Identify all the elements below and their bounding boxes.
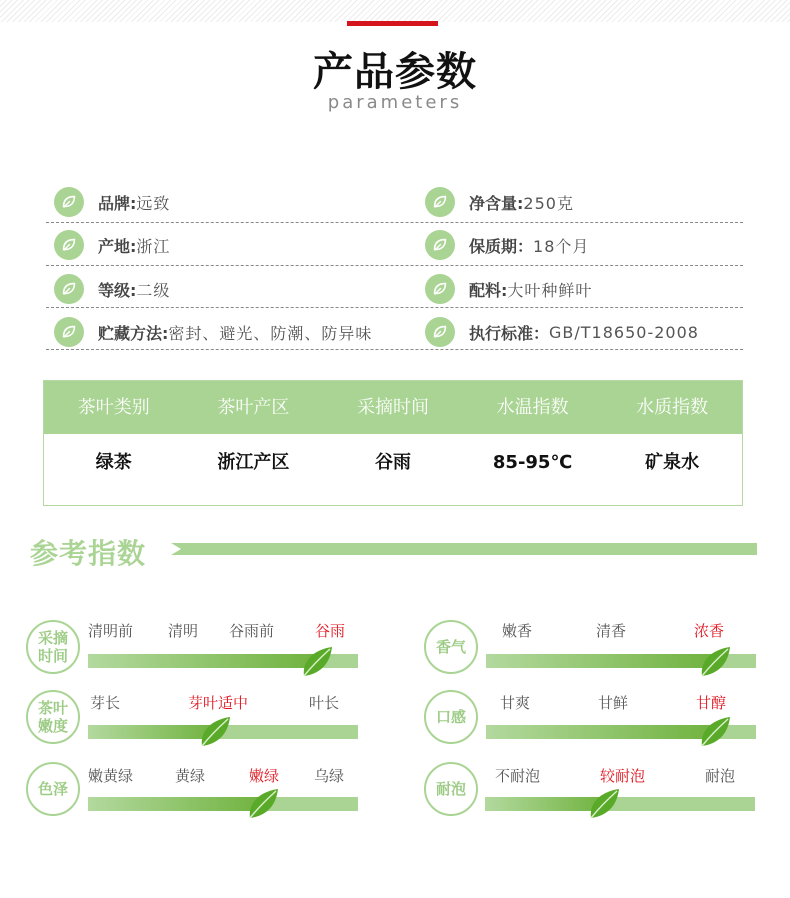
scale-option: 甘鲜 <box>598 694 629 712</box>
scale-option: 乌绿 <box>314 767 345 785</box>
table-header-cell: 采摘时间 <box>356 397 429 418</box>
param-label: 品牌: <box>98 193 137 213</box>
param-item-net-weight <box>425 180 574 224</box>
scale-badge-color <box>26 762 80 816</box>
page-subtitle: parameters <box>327 92 463 113</box>
scale-option: 不耐泡 <box>495 767 541 785</box>
top-stripe-decoration <box>0 0 790 22</box>
scale-track-fill <box>88 654 320 668</box>
table-header-cell: 水温指数 <box>496 397 569 418</box>
param-item-shelf-life <box>425 223 589 267</box>
scale-option: 芽长 <box>90 694 121 712</box>
scale-option: 嫩香 <box>502 622 533 640</box>
leaf-marker-icon <box>198 714 232 748</box>
scale-track-fill <box>486 654 718 668</box>
scale-option-selected: 浓香 <box>694 622 725 640</box>
reference-title-bar <box>171 543 757 555</box>
scale-option: 黄绿 <box>175 767 206 785</box>
param-item-brand <box>54 180 170 224</box>
leaf-icon <box>425 230 455 260</box>
scale-badge-tenderness <box>26 690 80 744</box>
table-cell: 谷雨 <box>374 452 411 473</box>
scale-option: 清明 <box>168 622 199 640</box>
scale-badge-aroma <box>424 620 478 674</box>
param-value: 18个月 <box>533 236 590 256</box>
param-value: 250克 <box>523 193 574 213</box>
scale-badge-picking-time <box>26 620 80 674</box>
scale-option-selected: 嫩绿 <box>249 767 280 785</box>
scale-option: 清香 <box>596 622 627 640</box>
scale-option: 甘爽 <box>500 694 531 712</box>
param-item-origin <box>54 223 170 267</box>
scale-badge-label: 口感 <box>435 708 466 726</box>
leaf-icon <box>54 230 84 260</box>
table-header-cell: 水质指数 <box>636 397 709 418</box>
page-title: 产品参数 <box>313 49 477 95</box>
leaf-icon <box>54 274 84 304</box>
param-item-grade <box>54 267 170 311</box>
table-header-row <box>44 381 742 434</box>
scale-badge-steeping <box>424 762 478 816</box>
scale-option-selected: 甘醇 <box>696 694 727 712</box>
tea-info-table <box>43 380 743 506</box>
table-cell: 矿泉水 <box>645 452 700 473</box>
param-label: 产地: <box>98 236 137 256</box>
table-header-cell: 茶叶产区 <box>217 397 290 418</box>
scale-option-selected: 芽叶适中 <box>188 694 249 712</box>
scale-option: 谷雨前 <box>229 622 275 640</box>
scale-option: 叶长 <box>309 694 340 712</box>
scale-option-selected: 较耐泡 <box>600 767 646 785</box>
param-item-ingredients <box>425 267 592 311</box>
table-cell: 绿茶 <box>95 452 132 473</box>
param-item-standard <box>425 310 699 354</box>
param-label: 净含量: <box>469 193 524 213</box>
divider <box>46 307 743 308</box>
param-label: 保质期： <box>469 236 534 256</box>
param-label: 等级: <box>98 280 137 300</box>
scale-badge-label: 茶叶嫩度 <box>37 699 68 735</box>
param-value: 浙江 <box>136 236 171 256</box>
table-cell: 浙江产区 <box>217 452 290 473</box>
leaf-marker-icon <box>246 786 280 820</box>
param-label: 执行标准： <box>469 323 550 343</box>
scale-badge-label: 采摘时间 <box>37 629 68 665</box>
scale-option-selected: 谷雨 <box>315 622 346 640</box>
param-item-storage <box>54 310 372 354</box>
leaf-icon <box>425 274 455 304</box>
param-label: 配料: <box>469 280 508 300</box>
leaf-icon <box>425 187 455 217</box>
divider <box>46 349 743 350</box>
leaf-marker-icon <box>698 714 732 748</box>
param-label: 贮藏方法: <box>98 323 169 343</box>
table-header-cell: 茶叶类别 <box>77 397 150 418</box>
scale-option: 耐泡 <box>705 767 736 785</box>
scale-badge-label: 耐泡 <box>435 780 466 798</box>
param-value: 密封、避光、防潮、防异味 <box>168 323 373 343</box>
scale-track-fill <box>88 797 266 811</box>
scale-badge-taste <box>424 690 478 744</box>
scale-track-fill <box>486 725 718 739</box>
table-row <box>44 434 742 491</box>
param-value: 远致 <box>136 193 171 213</box>
param-value: 大叶种鲜叶 <box>507 280 593 300</box>
scale-badge-label: 色泽 <box>37 780 68 798</box>
divider <box>46 265 743 266</box>
leaf-icon <box>54 317 84 347</box>
leaf-marker-icon <box>300 644 334 678</box>
param-value: 二级 <box>136 280 171 300</box>
scale-option: 嫩黄绿 <box>88 767 134 785</box>
scale-option: 清明前 <box>88 622 134 640</box>
leaf-marker-icon <box>698 644 732 678</box>
leaf-marker-icon <box>587 786 621 820</box>
leaf-icon <box>425 317 455 347</box>
reference-section-title: 参考指数 <box>30 537 147 570</box>
param-value: GB/T18650-2008 <box>549 322 699 342</box>
scale-badge-label: 香气 <box>435 638 466 656</box>
table-cell: 85-95℃ <box>492 452 573 473</box>
title-accent-bar <box>347 21 438 26</box>
leaf-icon <box>54 187 84 217</box>
